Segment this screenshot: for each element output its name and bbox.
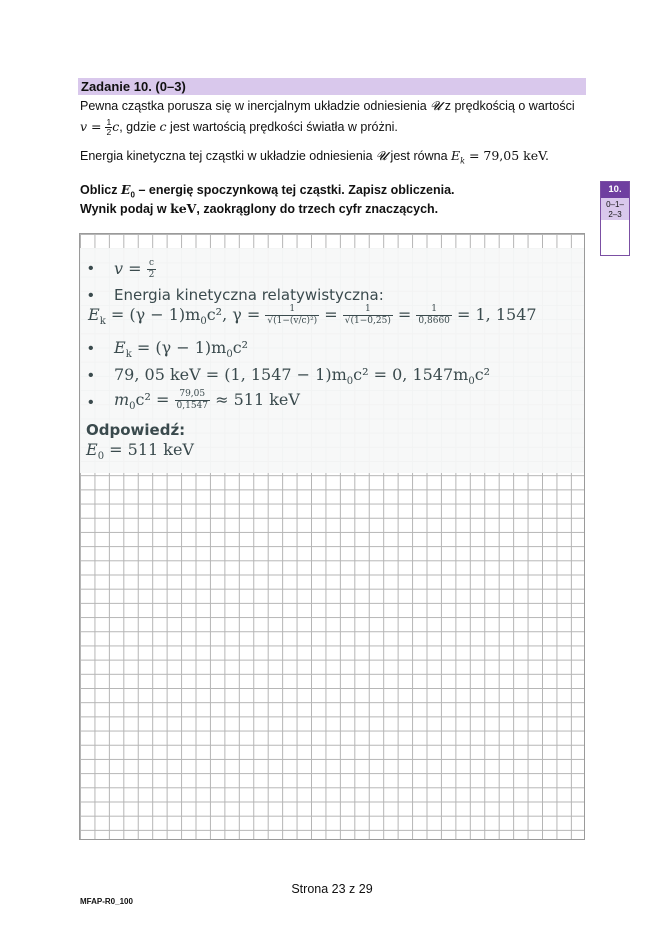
frac-num: c	[147, 258, 157, 270]
math-E: E	[120, 182, 131, 197]
final-answer	[86, 440, 194, 462]
answer-image	[80, 248, 584, 473]
fraction	[343, 304, 393, 327]
bullet-icon: •	[88, 340, 94, 357]
bullet-icon: •	[88, 260, 94, 277]
math: = (γ − 1)m	[131, 338, 227, 357]
fraction	[175, 389, 211, 412]
answer-line-2-label: Energia kinetyczna relatywistyczna:	[114, 286, 384, 304]
math-sub: 0	[226, 349, 233, 361]
math-sub: k	[460, 156, 465, 166]
frame-symbol: 𝓤	[376, 148, 388, 163]
math-sub: 0	[97, 451, 105, 463]
task-description-line2	[80, 118, 398, 137]
math: c², γ =	[206, 305, 266, 324]
math: ≈ 511 keV	[210, 390, 300, 409]
task-description-line1	[80, 98, 575, 114]
task-number: 10.	[601, 182, 629, 198]
answer-label: Odpowiedź:	[86, 421, 186, 439]
points-line: 0–1–	[606, 200, 624, 209]
frac-num: 1	[416, 304, 452, 316]
math: = 1, 1547	[451, 305, 537, 324]
score-panel	[600, 181, 630, 256]
math-sub: 0	[346, 376, 354, 388]
answer-line-5	[114, 389, 300, 412]
math: c²	[474, 365, 491, 384]
math: E	[86, 440, 98, 459]
answer-line-2-formula	[88, 304, 537, 327]
math: v =	[114, 259, 147, 278]
math-E: E	[451, 148, 461, 163]
bullet-icon: •	[88, 287, 94, 304]
text: Oblicz	[80, 183, 121, 197]
math-sub: 0	[129, 401, 136, 413]
math: c²	[232, 338, 249, 357]
frac-num: 1	[265, 304, 319, 316]
math-sub: 0	[130, 190, 135, 200]
text: jest równa	[387, 149, 451, 163]
math: m	[114, 390, 130, 409]
math: = (γ − 1)m	[105, 305, 201, 324]
text: Energia kinetyczna tej cząstki w układzie odniesienia	[80, 149, 376, 163]
math: E	[114, 338, 126, 357]
frac-den: √(1−0,25)	[344, 316, 391, 326]
fraction	[265, 304, 319, 327]
bullet-icon: •	[88, 394, 94, 411]
frame-symbol: 𝓤	[430, 98, 442, 113]
frac-den: 2	[106, 127, 112, 137]
text: , gdzie	[119, 119, 160, 134]
frac-num: 1	[343, 304, 393, 316]
math: c² =	[135, 390, 175, 409]
frac-num: 79,05	[175, 389, 211, 401]
text: jest wartością prędkości światła w próżni.	[166, 119, 398, 134]
math-c: c	[159, 118, 167, 134]
points-line: 2–3	[608, 210, 622, 219]
energy-statement	[80, 148, 549, 170]
math-sub: 0	[200, 316, 207, 328]
math: 79, 05 keV = (1, 1547 − 1)m	[114, 365, 347, 384]
math-sub: k	[99, 316, 106, 328]
task-header: Zadanie 10. (0–3)	[78, 78, 586, 95]
answer-line-4	[114, 365, 490, 387]
text: Pewna cząstka porusza się w inercjalnym układzie odniesienia	[80, 99, 431, 113]
math-sub: 0	[468, 376, 475, 388]
document-code: MFAP-R0_100	[80, 897, 133, 906]
math: = 511 keV	[104, 440, 194, 459]
points-scale	[601, 198, 629, 220]
bullet-icon: •	[88, 367, 94, 384]
math-c: c	[112, 118, 120, 134]
frac-den: 0,1547	[176, 401, 208, 411]
answer-line-3	[114, 338, 248, 360]
math-sub: k	[125, 349, 132, 361]
answer-line-1	[114, 258, 156, 281]
math: c² = 0, 1547m	[353, 365, 469, 384]
frac-den: 0,8660	[418, 316, 450, 326]
page-number: Strona 23 z 29	[291, 882, 373, 896]
math-v: v =	[80, 118, 106, 134]
unit-kev: keV	[170, 201, 197, 216]
math: =	[319, 305, 343, 324]
fraction	[416, 304, 452, 327]
frac-den: 2	[148, 270, 155, 280]
math: =	[392, 305, 417, 324]
text: z prędkością o wartości	[441, 99, 575, 113]
fraction	[147, 258, 157, 281]
text: – energię spoczynkową tej cząstki. Zapisz obliczenia.	[134, 183, 455, 197]
frac-num: 1	[106, 117, 112, 127]
frac-den: √(1−(v/c)²)	[267, 316, 318, 326]
text: , zaokrąglony do trzech cyfr znaczących.	[196, 202, 439, 216]
instruction-line2	[80, 201, 438, 217]
energy-value: = 79,05 keV.	[464, 148, 549, 163]
math: E	[88, 305, 100, 324]
text: Wynik podaj w	[80, 202, 171, 216]
